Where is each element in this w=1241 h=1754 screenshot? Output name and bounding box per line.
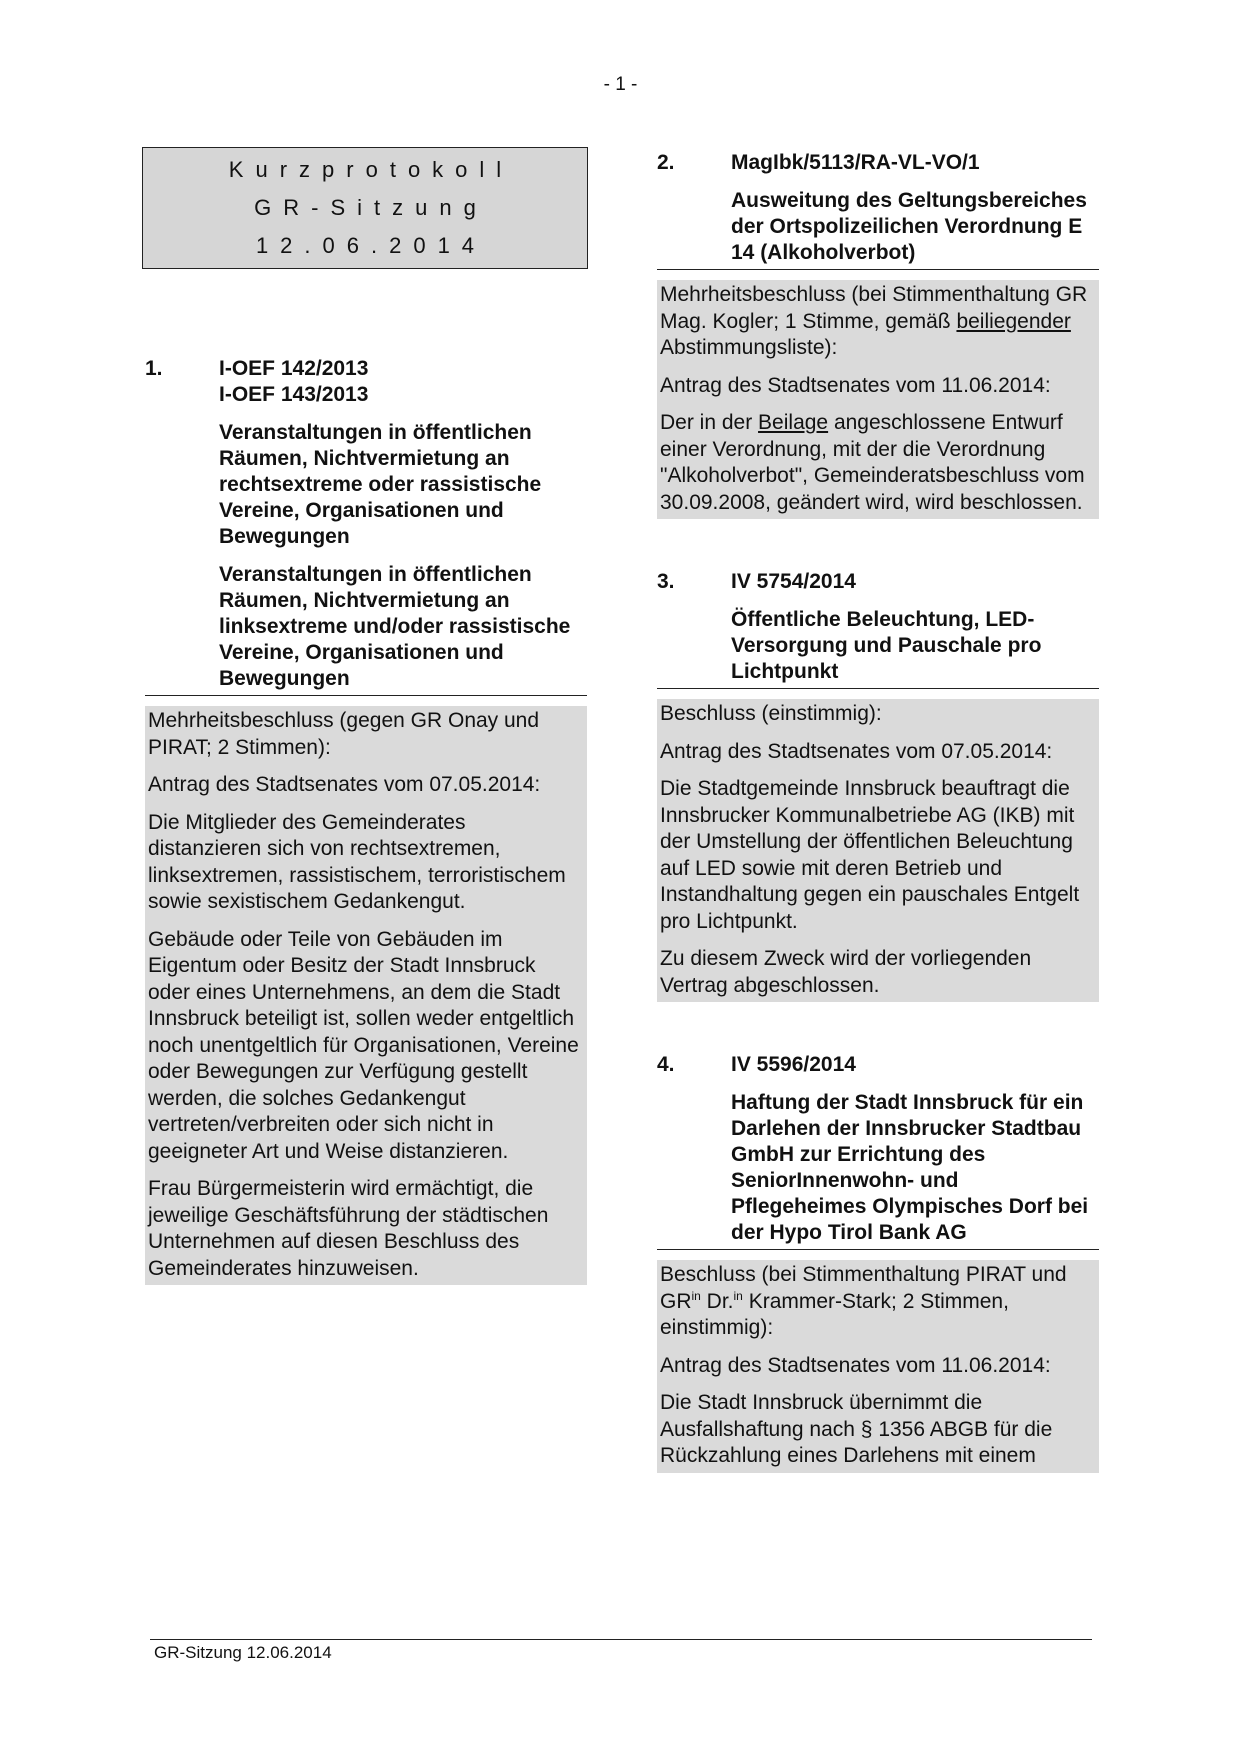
body-paragraph: Die Stadt Innsbruck übernimmt die Ausfallshaftung nach § 1356 ABGB für die Rückzahlung eines Darlehens mit einem bbox=[660, 1391, 1053, 1467]
item-divider bbox=[657, 1249, 1099, 1250]
item-code: MagIbk/5113/RA-VL-VO/1 bbox=[731, 151, 980, 174]
item-number: 2. bbox=[657, 151, 675, 174]
motion-text: Antrag des Stadtsenates vom 11.06.2014: bbox=[660, 373, 1051, 397]
resolution-text: Mehrheitsbeschluss (gegen GR Onay und PIRAT; 2 Stimmen): bbox=[148, 709, 540, 759]
item-code: IV 5754/2014 bbox=[731, 570, 856, 593]
motion-text: Antrag des Stadtsenates vom 07.05.2014: bbox=[660, 739, 1053, 763]
item-title: Haftung der Stadt Innsbruck für ein Darlehen der Innsbrucker Stadtbau GmbH zur Errichtung des SeniorInnenwohn- und Pflegeheimes Olympisches Dorf bei der Hypo Tirol Bank AG bbox=[731, 1091, 1089, 1244]
item-number: 1. bbox=[145, 357, 163, 380]
resolution-text: Mehrheitsbeschluss (bei Stimmenthaltung GR Mag. Kogler; 1 Stimme, gemäß beiliegender Abstimmungsliste): bbox=[660, 283, 1088, 359]
resolution-block bbox=[657, 699, 1099, 1002]
attachment-link[interactable]: Beilage bbox=[758, 411, 829, 434]
left-column bbox=[145, 147, 587, 1285]
footer-rule bbox=[150, 1639, 1092, 1640]
item-divider bbox=[657, 688, 1099, 689]
motion-text: Antrag des Stadtsenates vom 07.05.2014: bbox=[148, 773, 541, 796]
title-line-2: GR-Sitzung bbox=[254, 195, 488, 220]
agenda-item-2 bbox=[657, 150, 1099, 519]
body-paragraph: Die Mitglieder des Gemeinderates distanzieren sich von rechtsextremen, linksextremen, rassistischem, terroristischem sowie sexistischem Gedankengut. bbox=[148, 810, 566, 913]
item-divider bbox=[657, 269, 1099, 270]
footer-text: GR-Sitzung 12.06.2014 bbox=[154, 1643, 332, 1662]
body-paragraph: Zu diesem Zweck wird der vorliegenden Vertrag abgeschlossen. bbox=[660, 947, 1032, 997]
title-line-3: 12.06.2014 bbox=[255, 233, 487, 258]
item-title: Veranstaltungen in öffentlichen Räumen, Nichtvermietung an linksextreme und/oder rassistische Vereine, Organisationen und Bewegungen bbox=[219, 563, 571, 690]
body-paragraph: Frau Bürgermeisterin wird ermächtigt, die jeweilige Geschäftsführung der städtischen Unternehmen auf diesen Beschluss des Gemeinderates hinzuweisen. bbox=[148, 1177, 549, 1280]
agenda-item-3 bbox=[657, 569, 1099, 1002]
item-title: Ausweitung des Geltungsbereiches der Ortspolizeilichen Verordnung E 14 (Alkoholverbot) bbox=[731, 189, 1087, 264]
item-title: Öffentliche Beleuchtung, LED-Versorgung und Pauschale pro Lichtpunkt bbox=[731, 608, 1042, 683]
page-number: - 1 - bbox=[603, 74, 638, 95]
item-title: Veranstaltungen in öffentlichen Räumen, Nichtvermietung an rechtsextreme oder rassistische Vereine, Organisationen und Bewegungen bbox=[219, 421, 542, 548]
resolution-text: Beschluss (bei Stimmenthaltung PIRAT und $GR^{in}$ Dr.$^{in}$ Krammer-Stark; 2 Stimmen, einstimmig): bbox=[660, 1263, 1067, 1339]
resolution-block bbox=[145, 706, 587, 1285]
item-code: IV 5596/2014 bbox=[731, 1053, 856, 1076]
resolution-block bbox=[657, 280, 1099, 519]
protocol-title-box bbox=[142, 147, 588, 269]
resolution-block bbox=[657, 1260, 1099, 1473]
item-divider bbox=[145, 695, 587, 696]
title-line-1: Kurzprotokoll bbox=[228, 157, 514, 182]
attachment-link[interactable]: beiliegender bbox=[956, 309, 1071, 333]
item-number: 4. bbox=[657, 1053, 675, 1076]
body-paragraph: Die Stadtgemeinde Innsbruck beauftragt die Innsbrucker Kommunalbetriebe AG (IKB) mit der Umstellung der öffentlichen Beleuchtung auf LED sowie mit deren Betrieb und Instandhaltung gegen ein pauschales Entgelt pro Lichtpunkt. bbox=[660, 777, 1080, 933]
item-code: I-OEF 142/2013 bbox=[219, 357, 369, 380]
resolution-text: Beschluss (einstimmig): bbox=[660, 702, 882, 725]
motion-text: Antrag des Stadtsenates vom 11.06.2014: bbox=[660, 1353, 1051, 1377]
body-paragraph: Gebäude oder Teile von Gebäuden im Eigentum oder Besitz der Stadt Innsbruck oder eines Unternehmens, an dem die Stadt Innsbruck beteiligt ist, sollen weder entgeltlich noch unentgeltlich für Organisationen, Vereine oder Bewegungen zur Verfügung gestellt werden, die solches Gedankengut vertreten/verbreiten oder sich nicht in geeigneter Art und Weise distanzieren. bbox=[148, 927, 579, 1163]
item-number: 3. bbox=[657, 570, 675, 593]
item-code: I-OEF 143/2013 bbox=[219, 383, 369, 406]
agenda-item-1 bbox=[145, 356, 587, 1285]
agenda-item-4 bbox=[657, 1052, 1099, 1473]
body-paragraph: Der in der Beilage angeschlossene Entwurf einer Verordnung, mit der die Verordnung "Alkoholverbot", Gemeinderatsbeschluss vom 30.09.2008, geändert wird, wird beschlossen. bbox=[660, 411, 1085, 514]
right-column bbox=[657, 150, 1099, 1473]
